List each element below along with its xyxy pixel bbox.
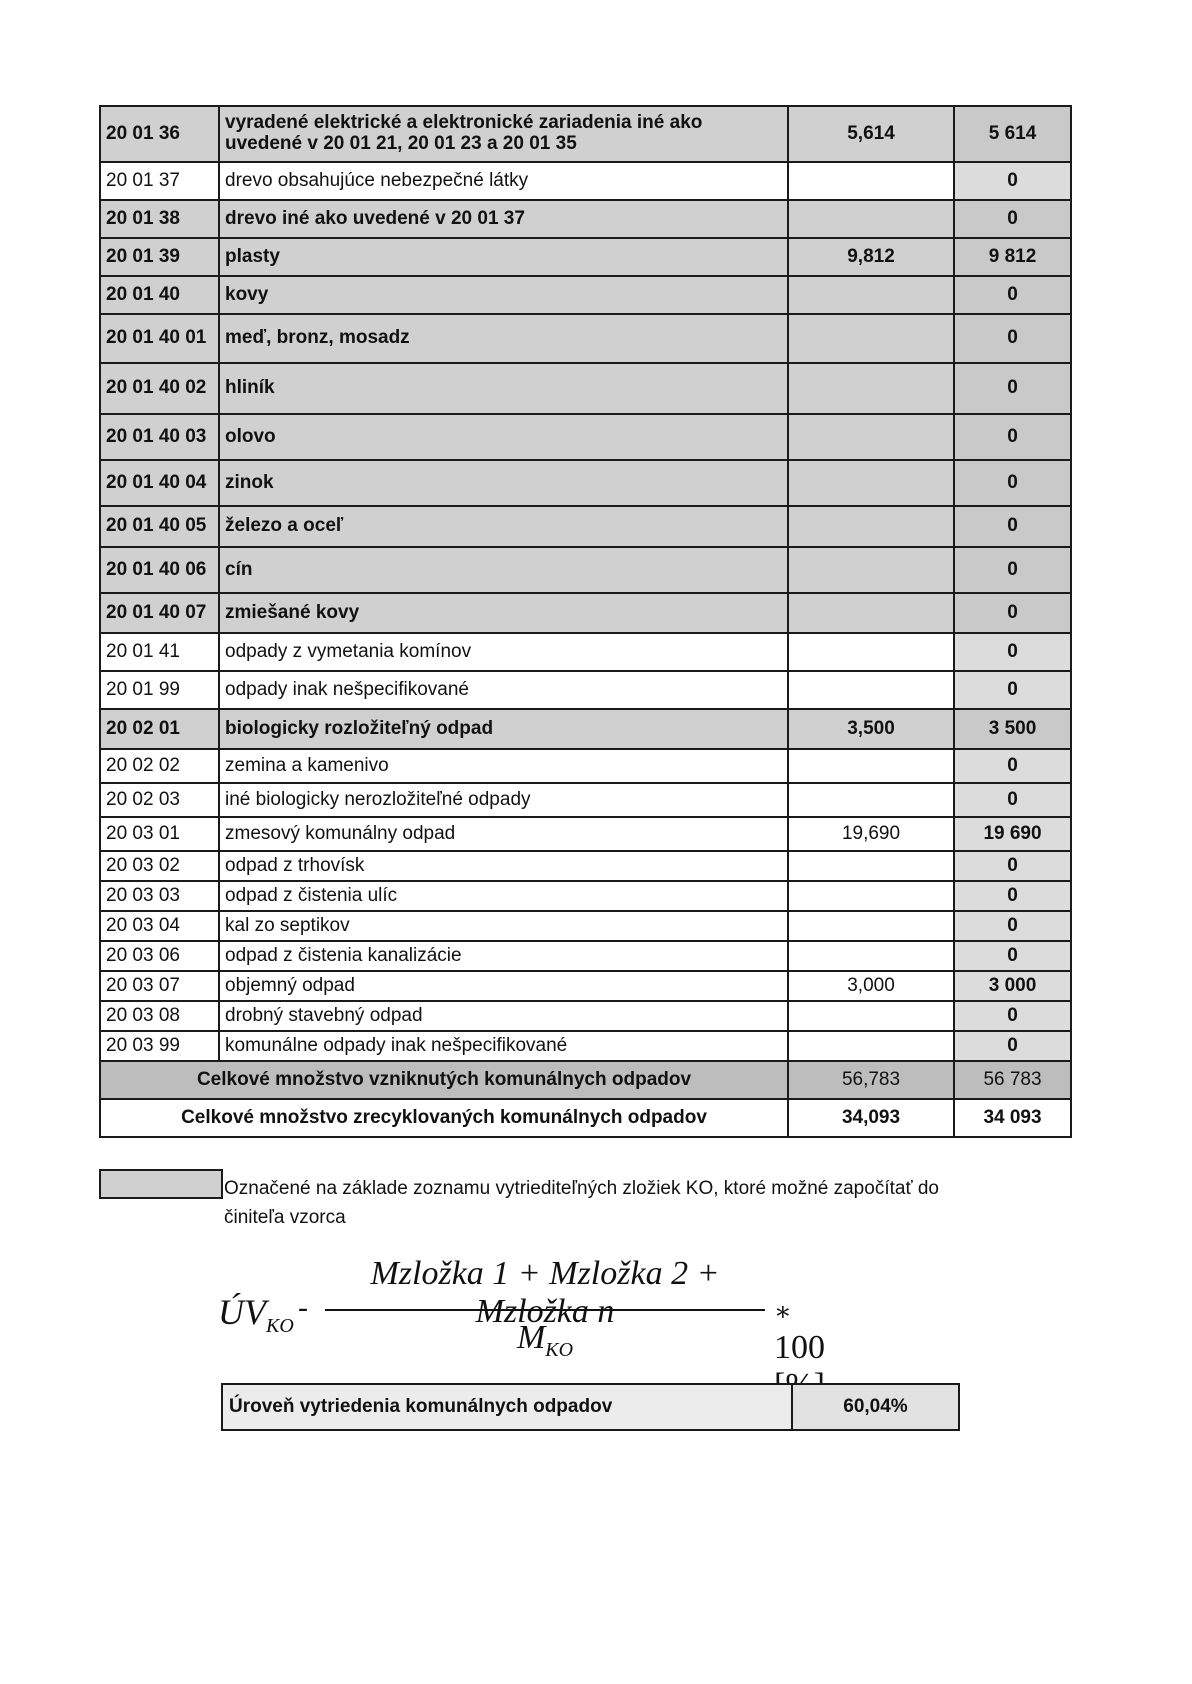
table-row: [100, 363, 1071, 414]
waste-code-cell: 20 02 02: [100, 749, 219, 783]
formula: [200, 1255, 840, 1375]
waste-description-cell: iné biologicky nerozložiteľné odpady: [219, 783, 788, 817]
waste-code-cell: 20 01 41: [100, 633, 219, 671]
waste-description-cell: olovo: [219, 414, 788, 460]
waste-description-cell: zinok: [219, 460, 788, 506]
waste-code-cell: 20 01 39: [100, 238, 219, 276]
formula-denominator-subscript: KO: [545, 1338, 574, 1361]
summary-quantity-cell: 34,093: [788, 1099, 954, 1137]
waste-code-cell: 20 03 04: [100, 911, 219, 941]
waste-quantity-cell: [788, 276, 954, 314]
waste-quantity-cell: [788, 671, 954, 709]
sorting-level-value: 60,04%: [792, 1384, 959, 1430]
waste-quantity-cell: [788, 363, 954, 414]
waste-total-cell: 0: [954, 276, 1071, 314]
summary-row: [100, 1099, 1071, 1137]
waste-code-cell: 20 01 99: [100, 671, 219, 709]
waste-description-cell: zmesový komunálny odpad: [219, 817, 788, 851]
formula-lhs-symbol: ÚV: [218, 1292, 266, 1332]
waste-quantity-cell: 3,000: [788, 971, 954, 1001]
waste-quantity-cell: [788, 1031, 954, 1061]
waste-description-cell: odpady z vymetania komínov: [219, 633, 788, 671]
waste-code-cell: 20 03 03: [100, 881, 219, 911]
waste-code-cell: 20 01 38: [100, 200, 219, 238]
waste-code-cell: 20 02 01: [100, 709, 219, 749]
waste-quantity-cell: [788, 593, 954, 633]
waste-total-cell: 0: [954, 881, 1071, 911]
waste-description-cell: biologicky rozložiteľný odpad: [219, 709, 788, 749]
table-row: [100, 971, 1071, 1001]
waste-quantity-cell: [788, 1001, 954, 1031]
table-row: [100, 633, 1071, 671]
waste-quantity-cell: 9,812: [788, 238, 954, 276]
table-row: [100, 460, 1071, 506]
table-row: [100, 593, 1071, 633]
waste-quantity-cell: [788, 506, 954, 547]
waste-total-cell: 0: [954, 593, 1071, 633]
waste-total-cell: 0: [954, 783, 1071, 817]
waste-description-cell: drevo iné ako uvedené v 20 01 37: [219, 200, 788, 238]
table-row: [100, 817, 1071, 851]
table-row: [100, 783, 1071, 817]
formula-numerator: Mzložka 1 + Mzložka 2 + Mzložka n: [370, 1255, 720, 1330]
table-row: [100, 276, 1071, 314]
waste-code-cell: 20 01 40 01: [100, 314, 219, 363]
waste-total-cell: 0: [954, 1001, 1071, 1031]
formula-lhs-subscript: KO: [266, 1315, 294, 1338]
waste-description-cell: kovy: [219, 276, 788, 314]
summary-label-cell: Celkové množstvo vzniknutých komunálnych odpadov: [100, 1061, 788, 1099]
waste-quantity-cell: [788, 200, 954, 238]
waste-code-cell: 20 01 40: [100, 276, 219, 314]
waste-total-cell: 0: [954, 547, 1071, 593]
summary-quantity-cell: 56,783: [788, 1061, 954, 1099]
waste-code-cell: 20 03 07: [100, 971, 219, 1001]
waste-code-cell: 20 03 06: [100, 941, 219, 971]
table-row: [100, 162, 1071, 200]
waste-quantity-cell: [788, 911, 954, 941]
table-row: [100, 851, 1071, 881]
table-row: [100, 671, 1071, 709]
waste-quantity-cell: [788, 783, 954, 817]
waste-description-cell: objemný odpad: [219, 971, 788, 1001]
waste-quantity-cell: [788, 881, 954, 911]
waste-description-cell: kal zo septikov: [219, 911, 788, 941]
sorting-level-table: [221, 1383, 960, 1431]
formula-fraction-bar: [325, 1309, 765, 1311]
table-row: [100, 709, 1071, 749]
waste-description-cell: zmiešané kovy: [219, 593, 788, 633]
waste-code-cell: 20 01 40 02: [100, 363, 219, 414]
waste-total-cell: 0: [954, 460, 1071, 506]
waste-total-cell: 0: [954, 1031, 1071, 1061]
waste-total-cell: 0: [954, 314, 1071, 363]
table-row: [100, 238, 1071, 276]
waste-total-cell: 0: [954, 200, 1071, 238]
waste-code-cell: 20 01 40 06: [100, 547, 219, 593]
waste-total-cell: 0: [954, 749, 1071, 783]
table-row: [100, 881, 1071, 911]
waste-table-body: [100, 106, 1071, 1137]
waste-code-cell: 20 01 40 05: [100, 506, 219, 547]
waste-code-cell: 20 01 40 03: [100, 414, 219, 460]
summary-total-cell: 56 783: [954, 1061, 1071, 1099]
waste-total-cell: 0: [954, 851, 1071, 881]
waste-total-cell: 0: [954, 363, 1071, 414]
waste-quantity-cell: [788, 851, 954, 881]
waste-code-cell: 20 02 03: [100, 783, 219, 817]
waste-description-cell: plasty: [219, 238, 788, 276]
waste-total-cell: 3 500: [954, 709, 1071, 749]
waste-description-cell: zemina a kamenivo: [219, 749, 788, 783]
formula-lhs: [218, 1291, 294, 1338]
waste-description-cell: cín: [219, 547, 788, 593]
waste-description-cell: drevo obsahujúce nebezpečné látky: [219, 162, 788, 200]
waste-table: [99, 105, 1072, 1138]
summary-row: [100, 1061, 1071, 1099]
waste-code-cell: 20 03 99: [100, 1031, 219, 1061]
waste-total-cell: 0: [954, 671, 1071, 709]
formula-equals: -: [298, 1291, 308, 1324]
waste-quantity-cell: [788, 547, 954, 593]
waste-description-cell: meď, bronz, mosadz: [219, 314, 788, 363]
waste-quantity-cell: [788, 941, 954, 971]
table-row: [100, 1001, 1071, 1031]
waste-description-cell: odpad z trhovísk: [219, 851, 788, 881]
table-row: [100, 1031, 1071, 1061]
waste-total-cell: 0: [954, 941, 1071, 971]
table-row: [100, 547, 1071, 593]
waste-code-cell: 20 01 37: [100, 162, 219, 200]
table-row: [100, 911, 1071, 941]
waste-quantity-cell: [788, 162, 954, 200]
waste-total-cell: 0: [954, 414, 1071, 460]
waste-description-cell: odpad z čistenia kanalizácie: [219, 941, 788, 971]
waste-description-cell: odpady inak nešpecifikované: [219, 671, 788, 709]
table-row: [100, 749, 1071, 783]
waste-description-cell: hliník: [219, 363, 788, 414]
waste-description-cell: vyradené elektrické a elektronické zariadenia iné ako uvedené v 20 01 21, 20 01 23 a 20 01 35: [219, 106, 788, 162]
waste-quantity-cell: 5,614: [788, 106, 954, 162]
waste-quantity-cell: [788, 314, 954, 363]
waste-total-cell: 0: [954, 506, 1071, 547]
legend-highlight-swatch: [99, 1169, 223, 1199]
sorting-level-row: [222, 1384, 959, 1430]
waste-quantity-cell: [788, 460, 954, 506]
waste-total-cell: 0: [954, 162, 1071, 200]
formula-denominator: [325, 1319, 765, 1362]
summary-label-cell: Celkové množstvo zrecyklovaných komunálnych odpadov: [100, 1099, 788, 1137]
waste-total-cell: 0: [954, 911, 1071, 941]
sorting-level-label: Úroveň vytriedenia komunálnych odpadov: [222, 1384, 792, 1430]
waste-code-cell: 20 03 02: [100, 851, 219, 881]
table-row: [100, 106, 1071, 162]
waste-code-cell: 20 01 40 04: [100, 460, 219, 506]
waste-description-cell: drobný stavebný odpad: [219, 1001, 788, 1031]
waste-code-cell: 20 01 36: [100, 106, 219, 162]
legend-text: Označené na základe zoznamu vytriediteľných zložiek KO, ktoré možné započítať do činiteľa vzorca: [224, 1178, 939, 1228]
waste-total-cell: 19 690: [954, 817, 1071, 851]
formula-denominator-symbol: M: [516, 1319, 546, 1356]
table-row: [100, 314, 1071, 363]
table-row: [100, 200, 1071, 238]
waste-total-cell: 5 614: [954, 106, 1071, 162]
waste-code-cell: 20 01 40 07: [100, 593, 219, 633]
waste-total-cell: 9 812: [954, 238, 1071, 276]
waste-total-cell: 0: [954, 633, 1071, 671]
summary-total-cell: 34 093: [954, 1099, 1071, 1137]
table-row: [100, 414, 1071, 460]
table-row: [100, 506, 1071, 547]
table-row: [100, 941, 1071, 971]
waste-code-cell: 20 03 01: [100, 817, 219, 851]
waste-description-cell: komunálne odpady inak nešpecifikované: [219, 1031, 788, 1061]
waste-total-cell: 3 000: [954, 971, 1071, 1001]
waste-quantity-cell: [788, 749, 954, 783]
waste-description-cell: odpad z čistenia ulíc: [219, 881, 788, 911]
waste-quantity-cell: [788, 414, 954, 460]
waste-quantity-cell: [788, 633, 954, 671]
waste-quantity-cell: 3,500: [788, 709, 954, 749]
waste-code-cell: 20 03 08: [100, 1001, 219, 1031]
waste-description-cell: železo a oceľ: [219, 506, 788, 547]
formula-multiply-symbol: ∗: [774, 1297, 792, 1326]
waste-quantity-cell: 19,690: [788, 817, 954, 851]
formula-multiplier-value: 100: [774, 1329, 825, 1366]
